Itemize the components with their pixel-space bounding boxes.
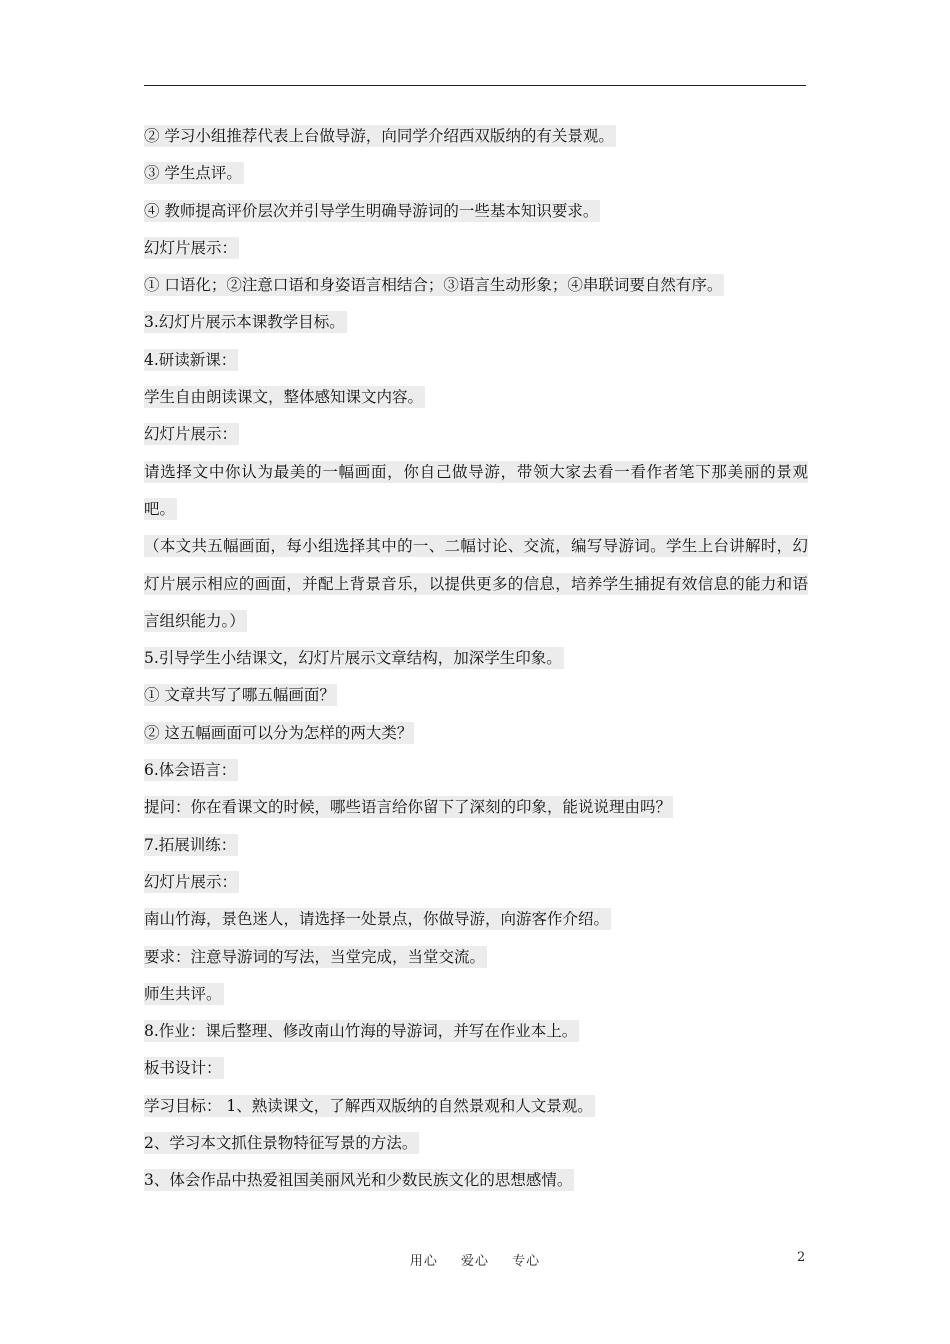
- paragraph: [144, 752, 808, 789]
- paragraph-text: 2、学习本文抓住景物特征写景的方法。: [144, 1134, 418, 1153]
- paragraph-text: 南山竹海，景色迷人，请选择一处景点，你做导游，向游客作介绍。: [144, 910, 610, 929]
- page-number: 2: [797, 1250, 806, 1265]
- paragraph: [144, 304, 808, 341]
- paragraph: [144, 267, 808, 304]
- document-body: [144, 118, 808, 1200]
- paragraph: [144, 416, 808, 453]
- header-rule: [144, 85, 806, 86]
- paragraph: [144, 640, 808, 677]
- paragraph-text: （本文共五幅画面，每小组选择其中的一、二幅讨论、交流，编写导游词。学生上台讲解时，幻灯片展示相应的画面，并配上背景音乐，以提供更多的信息，培养学生捕捉有效信息的能力和语言组织能力。）: [144, 537, 808, 630]
- paragraph: [144, 1162, 808, 1199]
- paragraph-text: 4.研读新课：: [144, 350, 237, 369]
- paragraph: [144, 864, 808, 901]
- paragraph: [144, 827, 808, 864]
- paragraph: [144, 976, 808, 1013]
- paragraph: [144, 230, 808, 267]
- paragraph-text: ③ 学生点评。: [144, 164, 242, 183]
- paragraph-text: ① 口语化；②注意口语和身姿语言相结合；③语言生动形象；④串联词要自然有序。: [144, 276, 723, 295]
- paragraph: [144, 528, 808, 640]
- paragraph-text: 6.体会语言：: [144, 761, 237, 780]
- paragraph: [144, 1013, 808, 1050]
- paragraph-text: ④ 教师提高评价层次并引导学生明确导游词的一些基本知识要求。: [144, 201, 599, 220]
- paragraph-text: 提问：你在看课文的时候，哪些语言给你留下了深刻的印象，能说说理由吗？: [144, 798, 672, 817]
- paragraph-text: 幻灯片展示：: [144, 425, 238, 444]
- paragraph-text: ① 文章共写了哪五幅画面？: [144, 686, 335, 705]
- paragraph-text: 板书设计：: [144, 1059, 222, 1078]
- paragraph-text: 学生自由朗读课文，整体感知课文内容。: [144, 388, 424, 407]
- paragraph: [144, 1088, 808, 1125]
- paragraph-text: ② 这五幅画面可以分为怎样的两大类？: [144, 723, 413, 742]
- paragraph: [144, 789, 808, 826]
- paragraph: [144, 454, 808, 529]
- paragraph-text: 3、体会作品中热爱祖国美丽风光和少数民族文化的思想感情。: [144, 1171, 573, 1190]
- paragraph-text: 3.幻灯片展示本课教学目标。: [144, 313, 345, 332]
- paragraph-text: 学习目标： 1、熟读课文，了解西双版纳的自然景观和人文景观。: [144, 1096, 593, 1115]
- paragraph: [144, 1125, 808, 1162]
- footer-motto: 用心 爱心 专心: [409, 1254, 541, 1269]
- paragraph-text: 7.拓展训练：: [144, 835, 237, 854]
- paragraph-text: 幻灯片展示：: [144, 872, 238, 891]
- paragraph: [144, 155, 808, 192]
- paragraph: [144, 677, 808, 714]
- paragraph-text: 幻灯片展示：: [144, 238, 238, 257]
- paragraph: [144, 1050, 808, 1087]
- paragraph: [144, 342, 808, 379]
- paragraph-text: 要求：注意导游词的写法，当堂完成，当堂交流。: [144, 947, 486, 966]
- paragraph-text: 5.引导学生小结课文，幻灯片展示文章结构，加深学生印象。: [144, 649, 562, 668]
- paragraph: [144, 193, 808, 230]
- paragraph: [144, 901, 808, 938]
- paragraph: [144, 379, 808, 416]
- paragraph-text: 请选择文中你认为最美的一幅画面，你自己做导游，带领大家去看一看作者笔下那美丽的景观吧。: [144, 462, 808, 518]
- paragraph: [144, 939, 808, 976]
- paragraph: [144, 118, 808, 155]
- paragraph: [144, 715, 808, 752]
- paragraph-text: 8.作业：课后整理、修改南山竹海的导游词，并写在作业本上。: [144, 1022, 578, 1041]
- paragraph-text: ② 学习小组推荐代表上台做导游，向同学介绍西双版纳的有关景观。: [144, 127, 614, 145]
- paragraph-text: 师生共评。: [144, 984, 222, 1003]
